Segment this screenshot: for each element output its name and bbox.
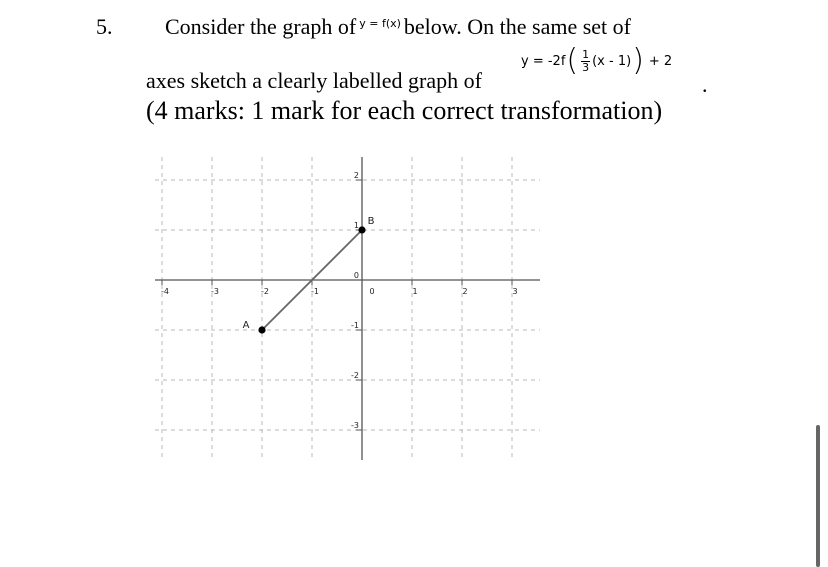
equation-prefix: y = -2f — [521, 53, 566, 69]
y-tick-label: 2 — [353, 171, 359, 180]
x-tick-label: 0 — [369, 287, 375, 296]
question-line-2: axes sketch a clearly labelled graph of — [146, 68, 482, 93]
fraction-denominator: 3 — [582, 60, 590, 74]
x-tick-label: -3 — [211, 287, 219, 296]
left-paren: ( — [566, 43, 579, 78]
question-period: . — [702, 72, 708, 97]
fraction-numerator: 1 — [582, 47, 590, 61]
question-line-1 — [165, 14, 631, 40]
question-text-end: below. On the same set of — [403, 14, 631, 39]
y-tick-label: 0 — [353, 271, 359, 280]
function-graph — [140, 152, 560, 467]
x-tick-label: -4 — [161, 287, 169, 296]
point-label-b: B — [367, 216, 375, 227]
point-a — [258, 326, 265, 333]
x-tick-label: 1 — [412, 287, 418, 296]
y-tick-label: -1 — [351, 321, 359, 330]
vertical-scrollbar[interactable] — [816, 425, 820, 567]
y-tick-label: -2 — [351, 371, 359, 380]
x-tick-label: -2 — [261, 287, 269, 296]
x-tick-label: -1 — [311, 287, 319, 296]
y-tick-label: -3 — [351, 421, 359, 430]
question-number: 5. — [96, 14, 113, 39]
x-tick-label: 3 — [512, 287, 518, 296]
y-tick-label: 1 — [353, 221, 359, 230]
equation-suffix: + 2 — [648, 53, 673, 69]
marks-note: (4 marks: 1 mark for each correct transformation) — [146, 96, 663, 125]
inline-equation: y = f(x) — [359, 17, 401, 30]
transformed-equation — [521, 43, 673, 78]
point-label-a: A — [242, 320, 250, 331]
right-paren: ) — [632, 43, 644, 78]
point-b — [358, 226, 365, 233]
question-text-start: Consider the graph of — [165, 14, 357, 39]
equation-fraction — [581, 49, 590, 73]
equation-inner: (x - 1) — [592, 53, 632, 69]
x-tick-label: 2 — [462, 287, 468, 296]
